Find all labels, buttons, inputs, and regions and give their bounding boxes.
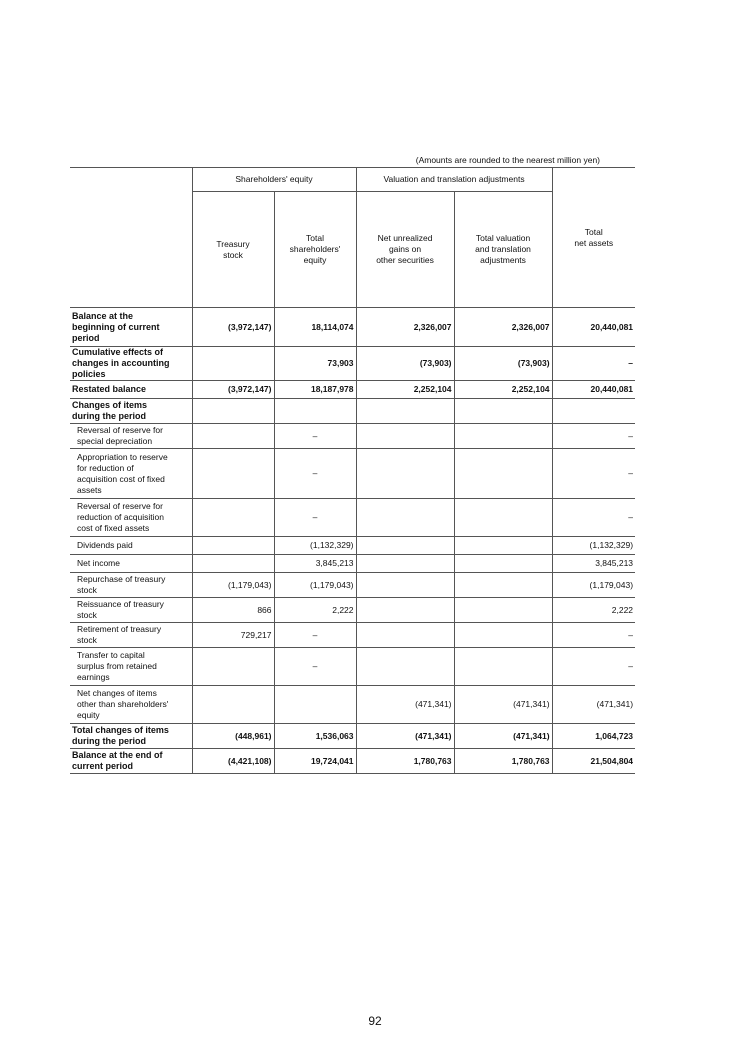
col-header-treasury-stock: Treasury stock [192,192,274,308]
value-cell: (4,421,108) [192,749,274,774]
value-cell: (471,341) [454,724,552,749]
table-row [70,347,635,381]
value-cell: – [552,648,635,686]
value-cell: (73,903) [454,347,552,381]
table-row [70,399,635,424]
value-cell: 3,845,213 [552,555,635,573]
value-cell [192,648,274,686]
col-header-total-valuation: Total valuation and translation adjustments [454,192,552,308]
row-label: Reversal of reserve for special depreciation [70,424,192,449]
group-header-shareholders-equity: Shareholders' equity [192,168,356,192]
value-cell [356,648,454,686]
value-cell [356,573,454,598]
corner-cell [70,168,192,308]
value-cell [192,686,274,724]
row-label: Net changes of items other than shareholders' equity [70,686,192,724]
value-cell: (1,132,329) [552,537,635,555]
table-row [70,573,635,598]
value-cell: 20,440,081 [552,381,635,399]
row-label: Balance at the beginning of current period [70,308,192,347]
value-cell [552,399,635,424]
row-label: Retirement of treasury stock [70,623,192,648]
value-cell [454,598,552,623]
value-cell: (471,341) [454,686,552,724]
table-row [70,381,635,399]
group-header-valuation-adjustments: Valuation and translation adjustments [356,168,552,192]
value-cell: 1,536,063 [274,724,356,749]
value-cell: – [274,648,356,686]
row-label: Appropriation to reserve for reduction of acquisition cost of fixed assets [70,449,192,499]
value-cell: – [274,623,356,648]
value-cell: 729,217 [192,623,274,648]
value-cell [454,499,552,537]
table-row [70,648,635,686]
table-row [70,686,635,724]
col-header-total-net-assets: Total net assets [552,168,635,308]
value-cell [356,399,454,424]
table-row [70,749,635,774]
value-cell [356,499,454,537]
value-cell: – [274,499,356,537]
value-cell [454,573,552,598]
value-cell: (3,972,147) [192,308,274,347]
value-cell [192,555,274,573]
row-label: Transfer to capital surplus from retained earnings [70,648,192,686]
value-cell: 73,903 [274,347,356,381]
value-cell: (1,179,043) [552,573,635,598]
value-cell: 2,222 [274,598,356,623]
value-cell [454,399,552,424]
value-cell: – [552,424,635,449]
value-cell: – [552,499,635,537]
row-label: Total changes of items during the period [70,724,192,749]
value-cell: (471,341) [356,724,454,749]
value-cell: 2,326,007 [356,308,454,347]
value-cell: 2,252,104 [356,381,454,399]
value-cell [454,537,552,555]
value-cell [356,537,454,555]
value-cell [192,499,274,537]
row-label: Balance at the end of current period [70,749,192,774]
value-cell: – [274,449,356,499]
value-cell: (3,972,147) [192,381,274,399]
row-label: Changes of items during the period [70,399,192,424]
value-cell: 19,724,041 [274,749,356,774]
col-header-total-shareholders-equity: Total shareholders' equity [274,192,356,308]
header-group-row [70,168,635,192]
value-cell: 18,187,978 [274,381,356,399]
amounts-note: (Amounts are rounded to the nearest million yen) [415,155,600,165]
value-cell [192,399,274,424]
value-cell [356,449,454,499]
value-cell [274,399,356,424]
value-cell [454,424,552,449]
col-header-net-unrealized-gains: Net unrealized gains on other securities [356,192,454,308]
value-cell: (73,903) [356,347,454,381]
value-cell [454,555,552,573]
value-cell [454,449,552,499]
value-cell [356,555,454,573]
value-cell [274,686,356,724]
value-cell: – [274,424,356,449]
value-cell: 21,504,804 [552,749,635,774]
value-cell: 866 [192,598,274,623]
value-cell: 18,114,074 [274,308,356,347]
value-cell: (471,341) [356,686,454,724]
table-row [70,555,635,573]
value-cell: – [552,623,635,648]
value-cell: 3,845,213 [274,555,356,573]
value-cell: (1,132,329) [274,537,356,555]
row-label: Net income [70,555,192,573]
table-row [70,424,635,449]
table-row [70,308,635,347]
value-cell [356,424,454,449]
statement-table [70,167,635,774]
value-cell [454,623,552,648]
value-cell: 2,222 [552,598,635,623]
table-row [70,449,635,499]
table-row [70,623,635,648]
row-label: Repurchase of treasury stock [70,573,192,598]
value-cell [192,424,274,449]
table-row [70,537,635,555]
value-cell: 1,780,763 [454,749,552,774]
value-cell: 1,780,763 [356,749,454,774]
table-row [70,499,635,537]
value-cell: (1,179,043) [192,573,274,598]
value-cell [192,537,274,555]
row-label: Cumulative effects of changes in accounting policies [70,347,192,381]
value-cell: (448,961) [192,724,274,749]
row-label: Dividends paid [70,537,192,555]
value-cell: – [552,449,635,499]
value-cell [192,347,274,381]
value-cell: – [552,347,635,381]
value-cell [356,598,454,623]
row-label: Restated balance [70,381,192,399]
row-label: Reversal of reserve for reduction of acquisition cost of fixed assets [70,499,192,537]
table-row [70,724,635,749]
row-label: Reissuance of treasury stock [70,598,192,623]
value-cell: 1,064,723 [552,724,635,749]
table-row [70,598,635,623]
value-cell [356,623,454,648]
value-cell: 2,326,007 [454,308,552,347]
value-cell [454,648,552,686]
value-cell: (471,341) [552,686,635,724]
value-cell: 20,440,081 [552,308,635,347]
value-cell [192,449,274,499]
value-cell: 2,252,104 [454,381,552,399]
value-cell: (1,179,043) [274,573,356,598]
page-number: 92 [368,1014,382,1028]
